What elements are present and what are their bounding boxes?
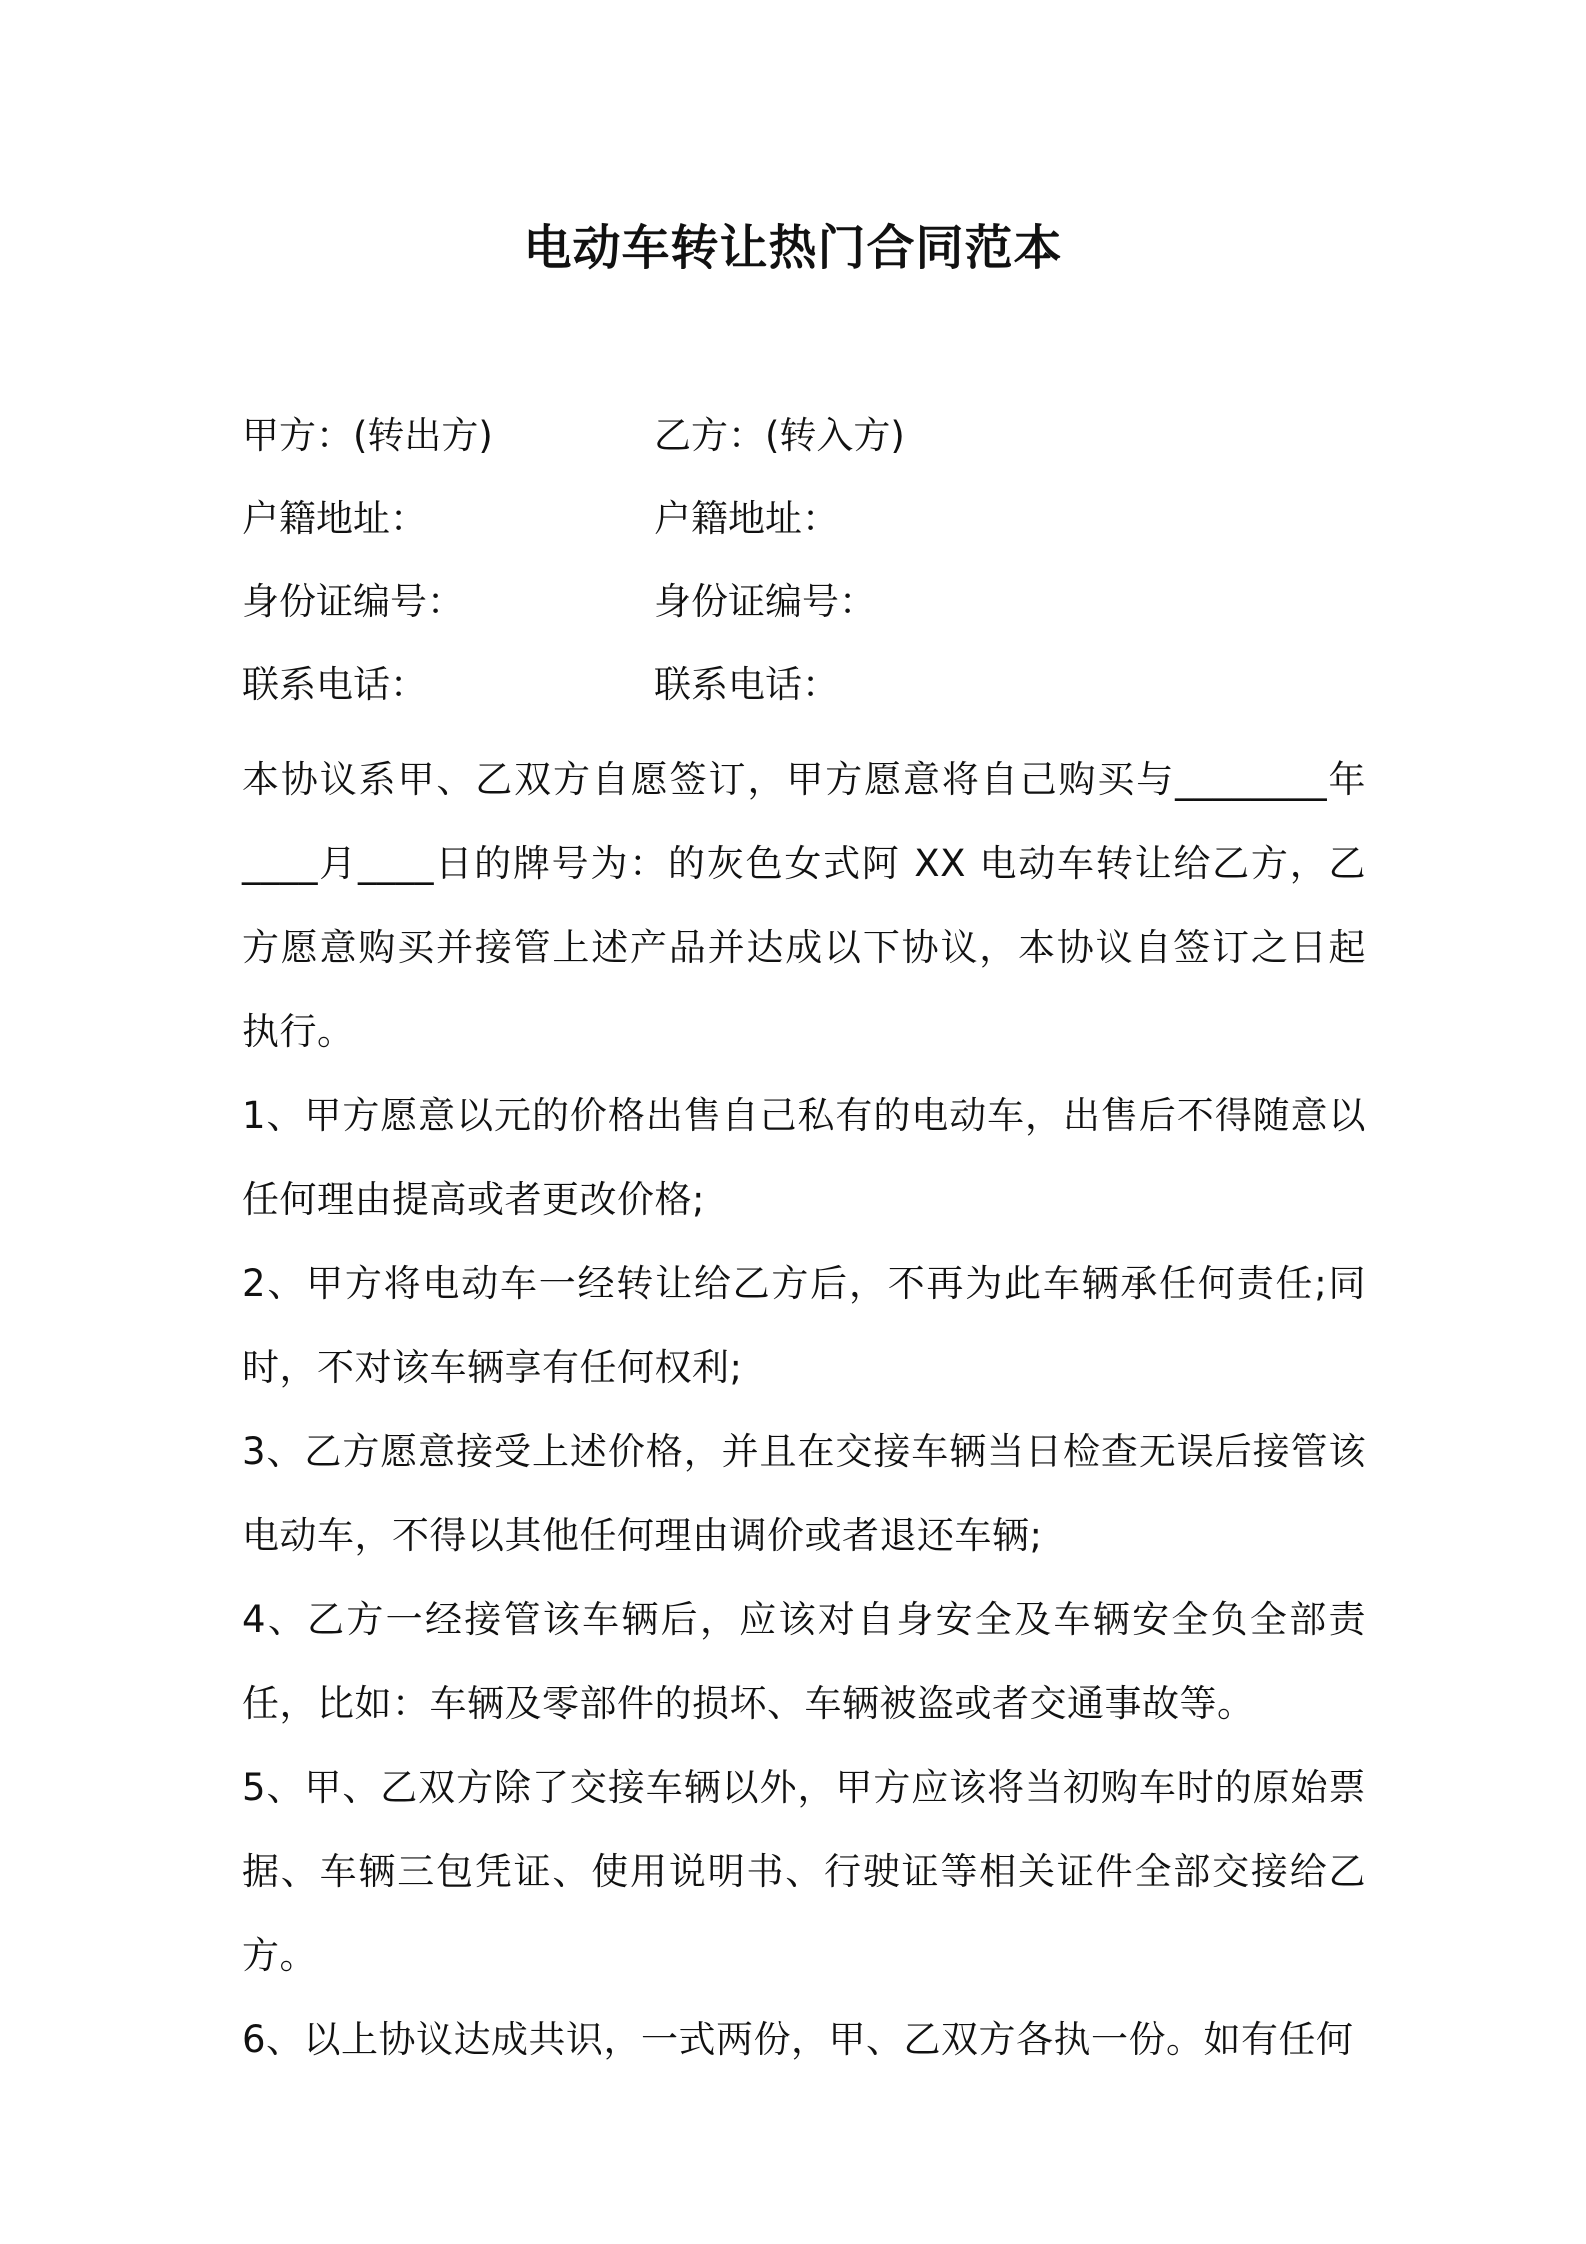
- document-title: 电动车转让热门合同范本: [523, 220, 1063, 276]
- contract-body: [242, 738, 1366, 2082]
- party-a-address-label: 户籍地址：: [242, 497, 427, 540]
- party-b-address-label: 户籍地址：: [654, 497, 839, 540]
- party-row-id: [242, 572, 1362, 632]
- party-b-phone-label: 联系电话：: [654, 663, 839, 706]
- clause-1: 1、甲方愿意以元的价格出售自己私有的电动车，出售后不得随意以任何理由提高或者更改价格;: [242, 1094, 1366, 1221]
- party-row-address: [242, 489, 1362, 549]
- party-a-role: 甲方：(转出方): [242, 414, 493, 457]
- clause-2: 2、甲方将电动车一经转让给乙方后，不再为此车辆承任何责任;同时，不对该车辆享有任何权利;: [242, 1262, 1366, 1389]
- party-b-role: 乙方：(转入方): [654, 414, 905, 457]
- party-a-id-label: 身份证编号：: [242, 580, 464, 623]
- party-row-phone: [242, 655, 1362, 715]
- clause-5: 5、甲、乙双方除了交接车辆以外，甲方应该将当初购车时的原始票据、车辆三包凭证、使用说明书、行驶证等相关证件全部交接给乙方。: [242, 1766, 1366, 1977]
- clause-3: 3、乙方愿意接受上述价格，并且在交接车辆当日检查无误后接管该电动车，不得以其他任何理由调价或者退还车辆;: [242, 1430, 1366, 1557]
- party-b-id-label: 身份证编号：: [654, 580, 876, 623]
- clause-4: 4、乙方一经接管该车辆后，应该对自身安全及车辆安全负全部责任，比如：车辆及零部件的损坏、车辆被盗或者交通事故等。: [242, 1598, 1366, 1725]
- intro-paragraph: 本协议系甲、乙双方自愿签订，甲方愿意将自己购买与________年____月____日的牌号为：的灰色女式阿 XX 电动车转让给乙方，乙方愿意购买并接管上述产品并达成以下协议，本协议自签订之日起执行。: [242, 758, 1366, 1053]
- clause-6: 6、以上协议达成共识，一式两份，甲、乙双方各执一份。如有任何: [242, 2018, 1354, 2061]
- party-a-phone-label: 联系电话：: [242, 663, 427, 706]
- party-row-role: [242, 406, 1362, 466]
